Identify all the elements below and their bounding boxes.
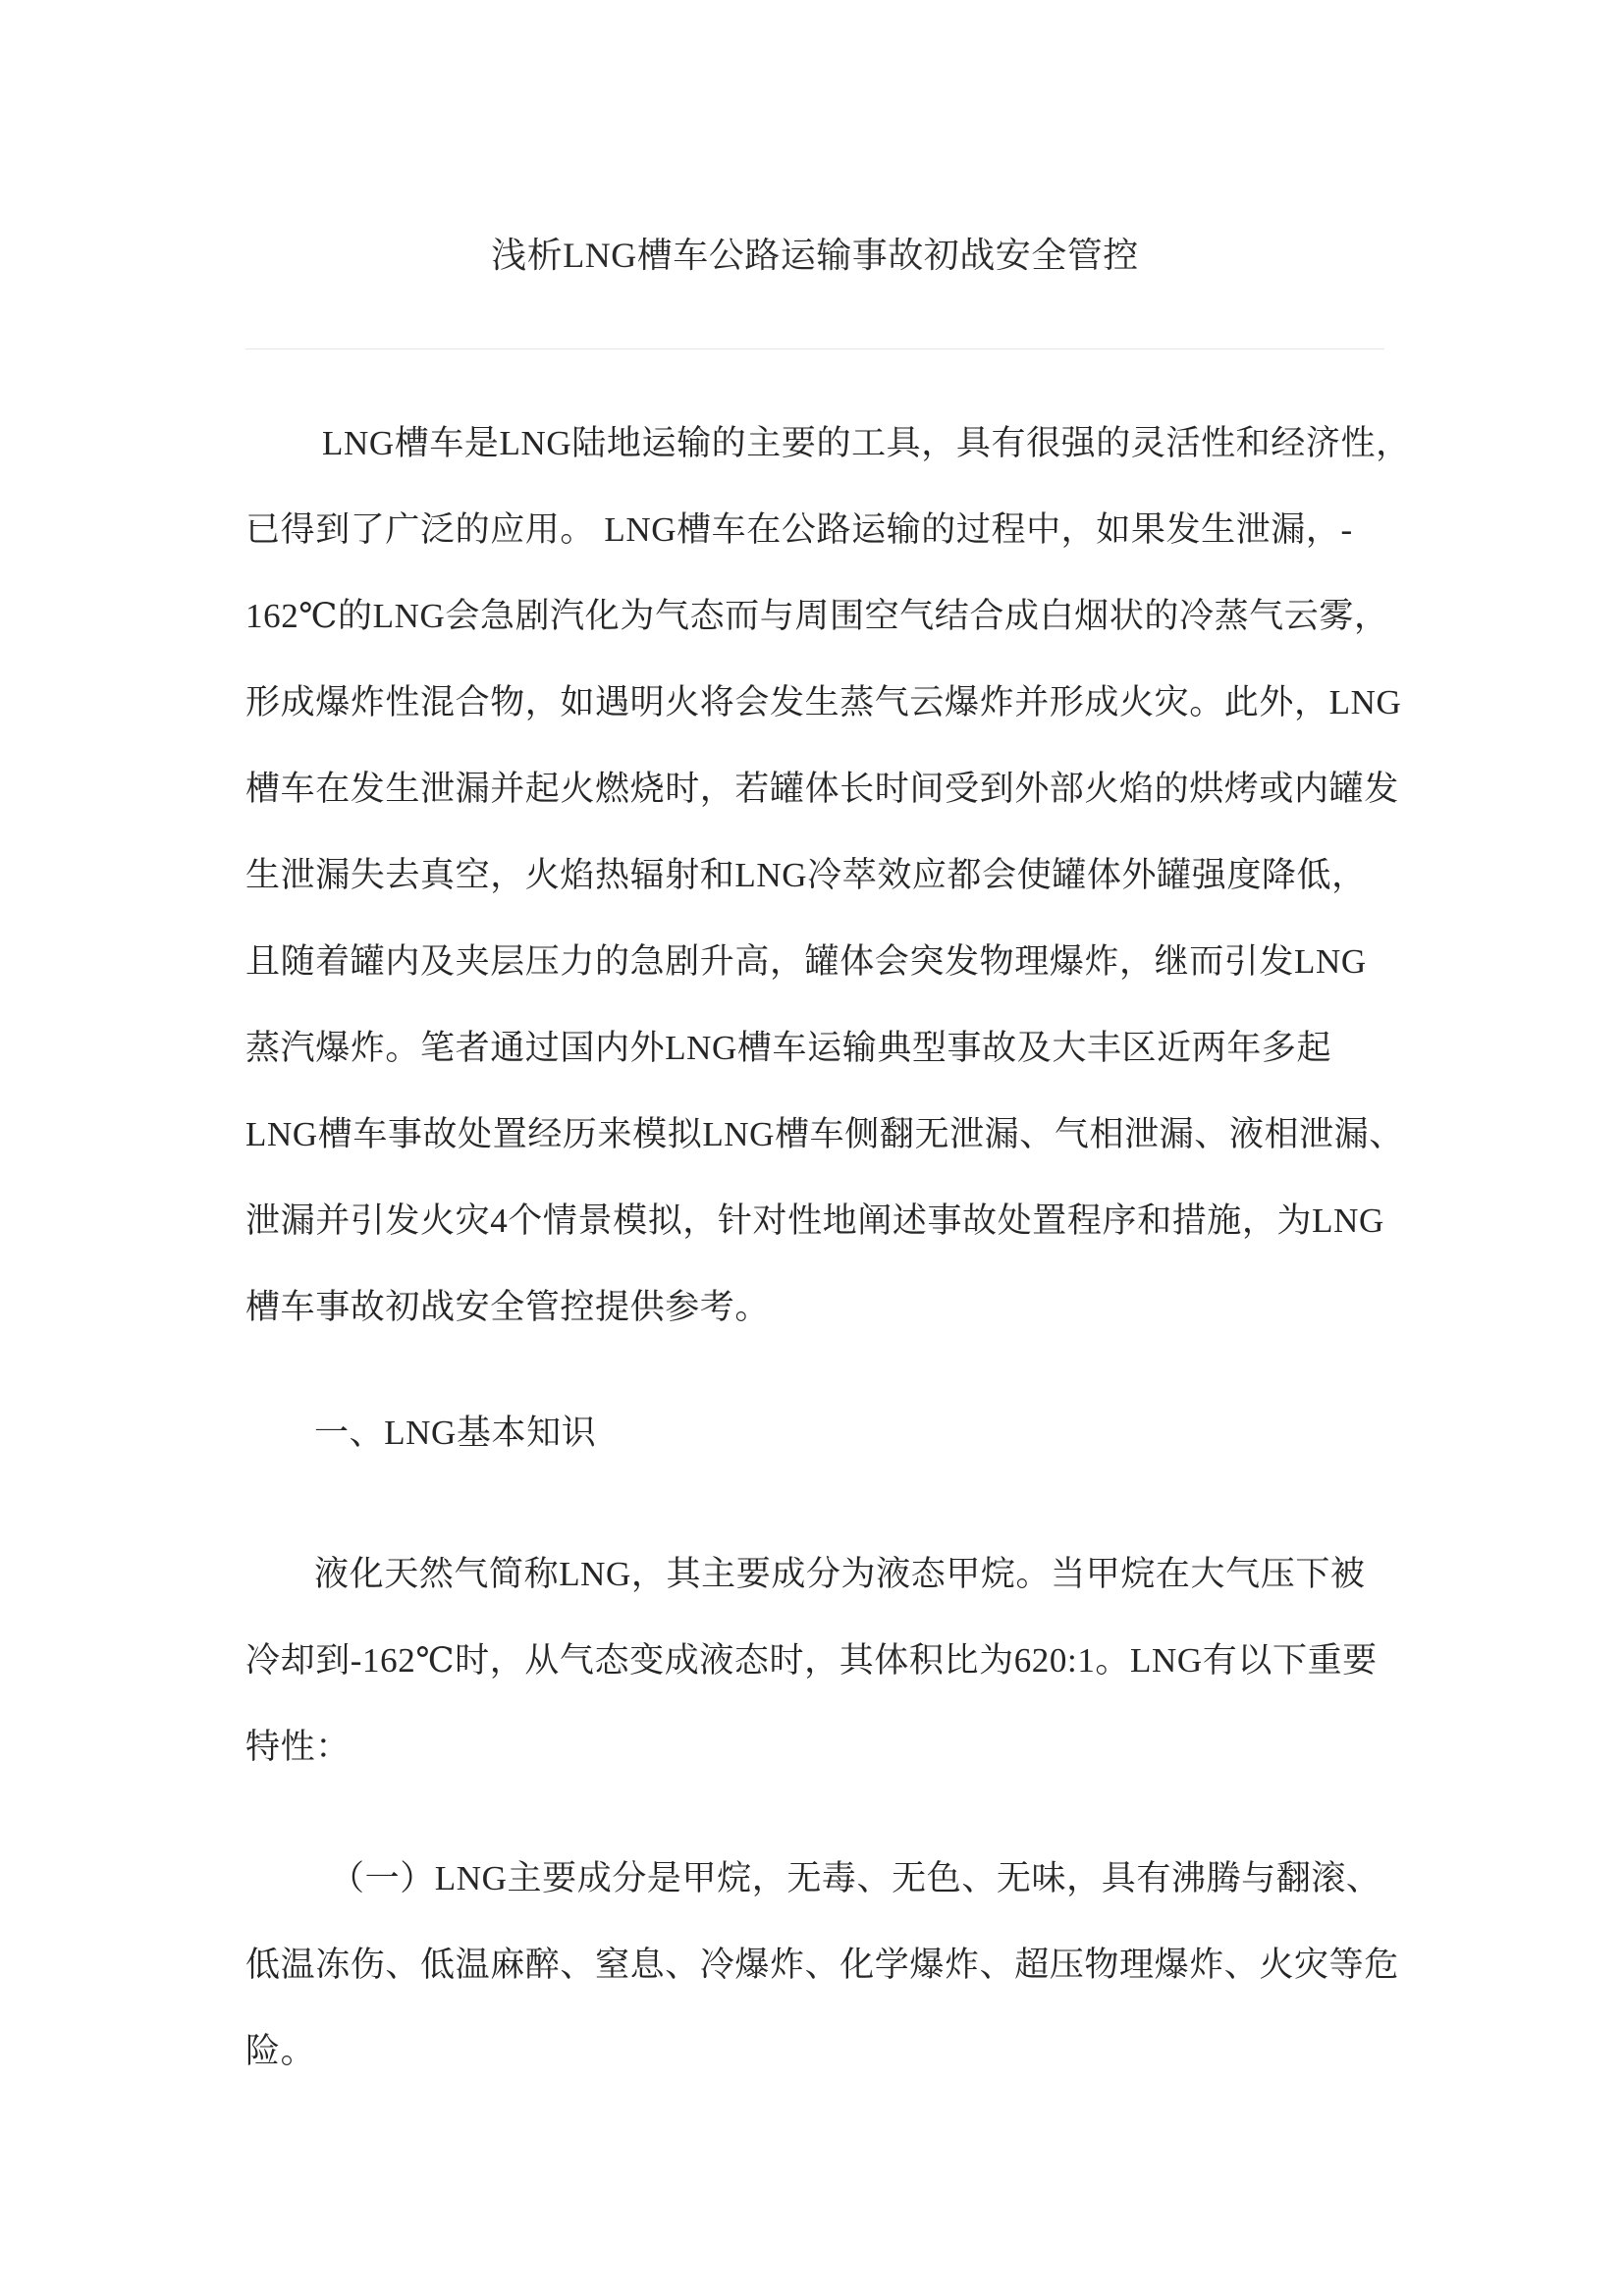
intro-line: 且随着罐内及夹层压力的急剧升高，罐体会突发物理爆炸，继而引发LNG — [245, 942, 1367, 981]
section-heading-block — [245, 1390, 1384, 1476]
section-paragraph — [245, 1531, 1384, 1790]
intro-line: 泄漏并引发火灾4个情景模拟，针对性地阐述事故处置程序和措施，为LNG — [245, 1201, 1384, 1240]
section-line: 冷却到-162℃时，从气态变成液态时，其体积比为620:1。LNG有以下重要 — [245, 1641, 1378, 1680]
section-line: 液化天然气简称LNG，其主要成分为液态甲烷。当甲烷在大气压下被 — [314, 1555, 1366, 1593]
document-title: 浅析LNG槽车公路运输事故初战安全管控 — [491, 236, 1139, 275]
intro-line: 已得到了广泛的应用。 LNG槽车在公路运输的过程中，如果发生泄漏，- — [245, 510, 1353, 549]
intro-line: 槽车事故初战安全管控提供参考。 — [245, 1288, 771, 1326]
intro-line: LNG槽车事故处置经历来模拟LNG槽车侧翻无泄漏、气相泄漏、液相泄漏、 — [245, 1115, 1404, 1153]
intro-line: 162℃的LNG会急剧汽化为气态而与周围空气结合成白烟状的冷蒸气云雾， — [245, 597, 1389, 635]
title-divider — [245, 348, 1384, 349]
section-line: 特性： — [245, 1728, 351, 1766]
intro-line: 槽车在发生泄漏并起火燃烧时，若罐体长时间受到外部火焰的烘烤或内罐发 — [245, 770, 1399, 808]
intro-line: 蒸汽爆炸。笔者通过国内外LNG槽车运输典型事故及大丰区近两年多起 — [245, 1029, 1332, 1067]
item-line: 低温冻伤、低温麻醉、窒息、冷爆炸、化学爆炸、超压物理爆炸、火灾等危 — [245, 1946, 1399, 1984]
intro-paragraph — [245, 400, 1411, 1351]
intro-line: 形成爆炸性混合物，如遇明火将会发生蒸气云爆炸并形成火灾。此外，LNG — [245, 683, 1402, 721]
intro-line: 生泄漏失去真空，火焰热辐射和LNG冷萃效应都会使罐体外罐强度降低， — [245, 856, 1367, 894]
intro-line: LNG槽车是LNG陆地运输的主要的工具，具有很强的灵活性和经济性， — [322, 424, 1411, 462]
section-heading: 一、LNG基本知识 — [314, 1414, 597, 1452]
item-line: 险。 — [245, 2032, 316, 2070]
item-paragraph — [245, 1836, 1399, 2095]
item-line: （一）LNG主要成分是甲烷，无毒、无色、无味，具有沸腾与翻滚、 — [330, 1859, 1381, 1897]
